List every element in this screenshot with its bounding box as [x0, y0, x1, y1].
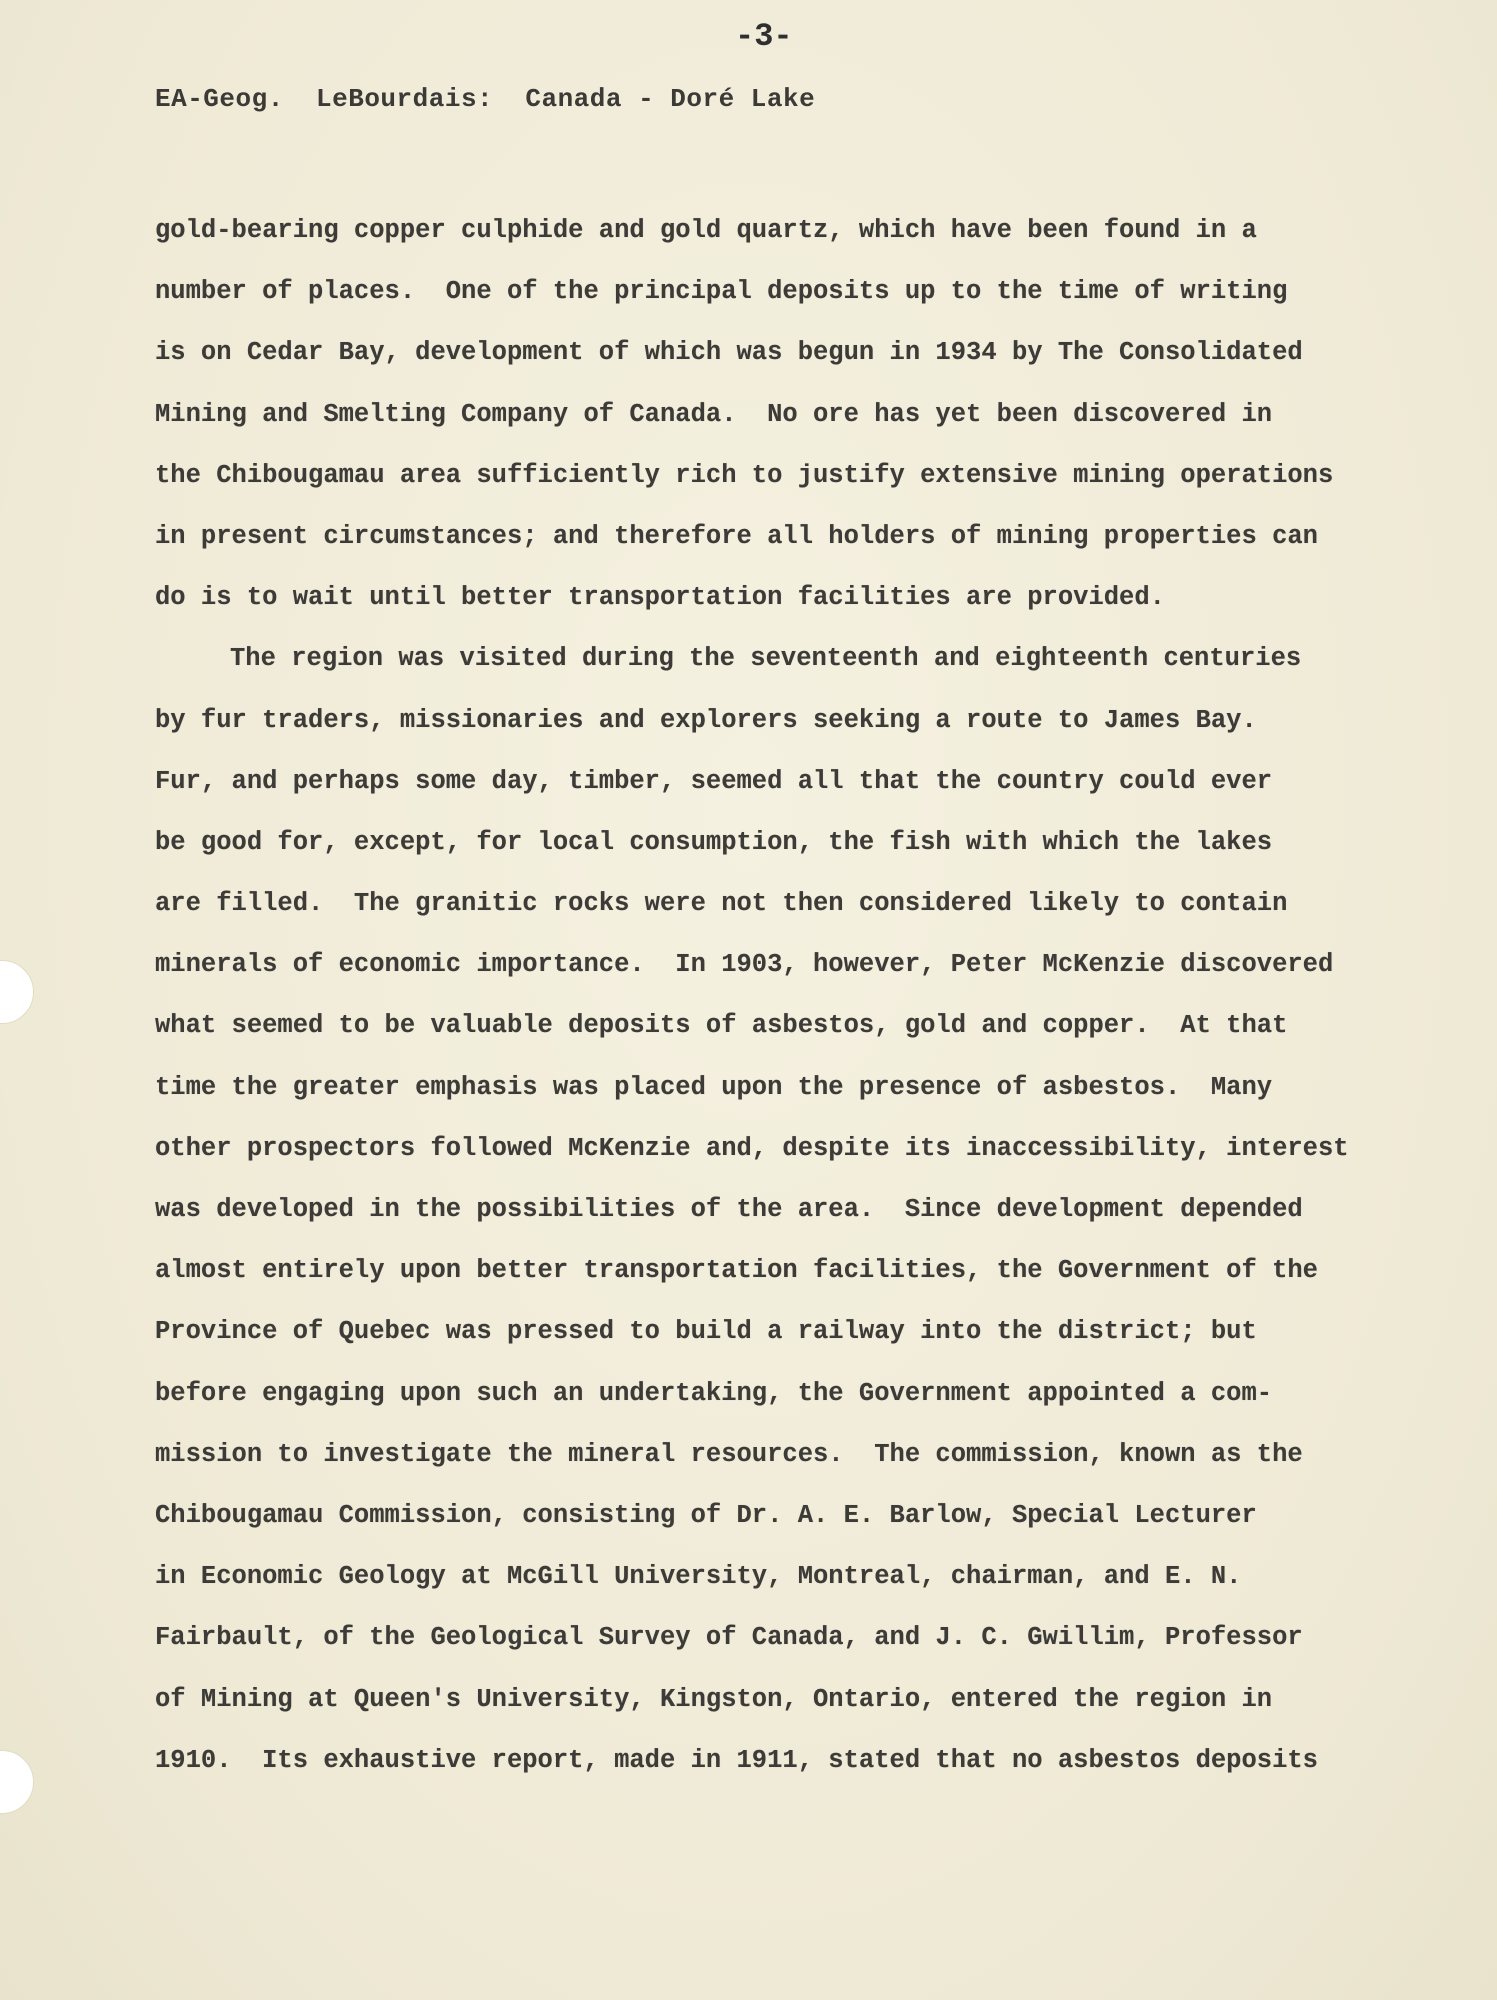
text-line: what seemed to be valuable deposits of asbestos, gold and copper. At that	[155, 1011, 1288, 1041]
text-line: almost entirely upon better transportation facilities, the Government of the	[155, 1256, 1318, 1286]
text-line: Fairbault, of the Geological Survey of Canada, and J. C. Gwillim, Professor	[155, 1623, 1303, 1653]
punch-hole	[0, 960, 34, 1024]
text-line: by fur traders, missionaries and explorers seeking a route to James Bay.	[155, 705, 1257, 735]
text-line: do is to wait until better transportation facilities are provided.	[155, 583, 1165, 613]
text-line: number of places. One of the principal deposits up to the time of writing	[155, 277, 1288, 307]
page-number: -3-	[735, 18, 793, 55]
text-line: Mining and Smelting Company of Canada. No ore has yet been discovered in	[155, 399, 1273, 429]
text-line: The region was visited during the seventeenth and eighteenth centuries	[230, 644, 1302, 674]
text-line: in Economic Geology at McGill University, Montreal, chairman, and E. N.	[155, 1562, 1242, 1592]
text-line: time the greater emphasis was placed upon the presence of asbestos. Many	[155, 1072, 1273, 1102]
text-line: are filled. The granitic rocks were not then considered likely to contain	[155, 889, 1288, 919]
text-line: 1910. Its exhaustive report, made in 1911, stated that no asbestos deposits	[155, 1745, 1318, 1775]
text-line: other prospectors followed McKenzie and, despite its inaccessibility, interest	[155, 1133, 1349, 1163]
punch-hole	[0, 1750, 34, 1814]
text-line: be good for, except, for local consumption, the fish with which the lakes	[155, 827, 1273, 857]
text-line: in present circumstances; and therefore all holders of mining properties can	[155, 521, 1318, 551]
text-line: the Chibougamau area sufficiently rich to justify extensive mining operations	[155, 460, 1334, 490]
text-line: of Mining at Queen's University, Kingston, Ontario, entered the region in	[155, 1684, 1273, 1714]
text-line: Fur, and perhaps some day, timber, seemed all that the country could ever	[155, 766, 1273, 796]
text-line: Province of Quebec was pressed to build a railway into the district; but	[155, 1317, 1257, 1347]
text-line: is on Cedar Bay, development of which was begun in 1934 by The Consolidated	[155, 338, 1303, 368]
text-line: minerals of economic importance. In 1903, however, Peter McKenzie discovered	[155, 950, 1334, 980]
text-line: mission to investigate the mineral resources. The commission, known as the	[155, 1439, 1303, 1469]
body-text	[155, 200, 1355, 1791]
text-line: gold-bearing copper culphide and gold quartz, which have been found in a	[155, 216, 1257, 245]
page-header: EA-Geog. LeBourdais: Canada - Doré Lake	[155, 84, 816, 114]
text-line: was developed in the possibilities of the area. Since development depended	[155, 1195, 1303, 1224]
text-line: before engaging upon such an undertaking, the Government appointed a com-	[155, 1378, 1273, 1408]
text-line: Chibougamau Commission, consisting of Dr. A. E. Barlow, Special Lecturer	[155, 1500, 1257, 1530]
